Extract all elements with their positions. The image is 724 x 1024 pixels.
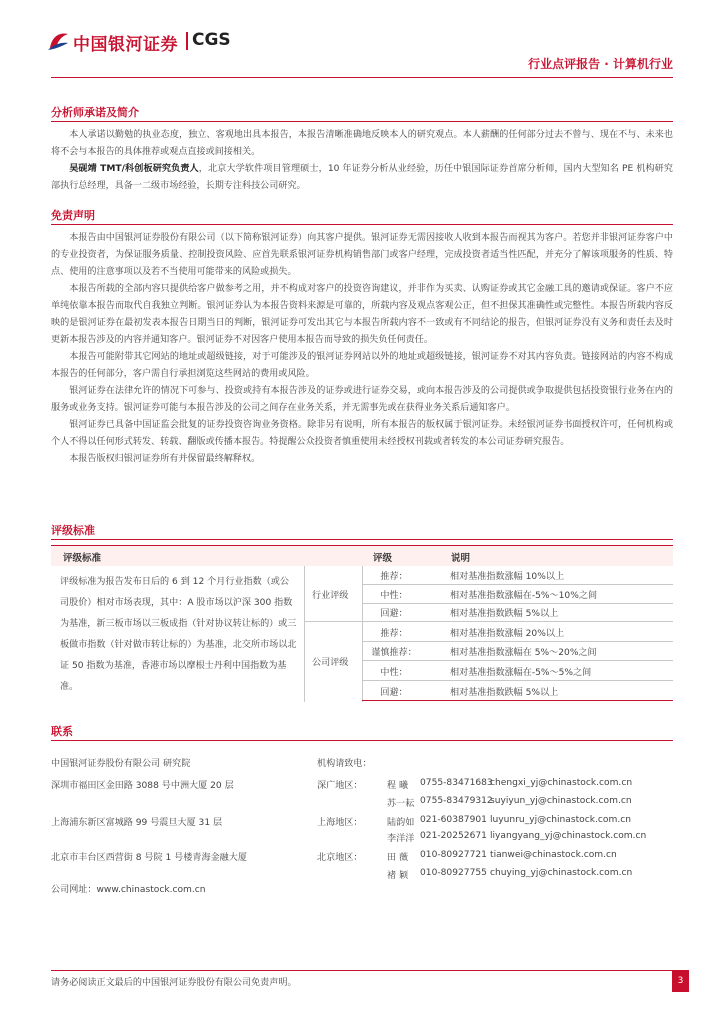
contact-name: 李洋洋 xyxy=(387,834,415,844)
contact-section-title: 联系 xyxy=(51,725,73,738)
rating-level: 推荐： xyxy=(380,572,408,582)
contact-email[interactable]: luyunru_yj@chinastock.com.cn xyxy=(490,815,631,825)
rating-section-title: 评级标准 xyxy=(51,524,95,537)
rating-level: 中性： xyxy=(380,591,408,601)
rating-level: 中性： xyxy=(380,668,408,678)
rating-row xyxy=(362,566,673,585)
region-label: 北京地区： xyxy=(317,853,363,863)
rating-section-line xyxy=(51,539,673,540)
rating-table-vline xyxy=(304,566,305,702)
analyst-name: 吴砚靖 TMT/科创板研究负责人 xyxy=(69,164,199,174)
disclaimer-paragraph: 本报告所载的全部内容只提供给客户做参考之用，并不构成对客户的投资咨询建议，并非作为买卖、认购证券或其它金融工具的邀请或保证。客户不应单纯依靠本报告而取代自我独立判断。银河证券认为本报告资料来源是可靠的，所载内容及观点客观公正，但不担保其准确性或完整性。本报告所载内容反映的是银河证券在最初发表本报告日期当日的判断，银河证券可发出其它与本报告所载内容不一致或有不同结论的报告，但银河证券没有义务和责任去及时更新本报告涉及的内容并通知客户。银河证券不对因客户使用本报告而导致的损失负任何责任。 xyxy=(51,284,673,345)
address-shenzhen: 深圳市福田区金田路 3088 号中洲大厦 20 层 xyxy=(51,781,234,791)
contact-phone: 010-80927721 xyxy=(420,850,487,860)
disclaimer-paragraph: 本报告可能附带其它网站的地址或超级链接，对于可能涉及的银河证券网站以外的地址或超级链接，银河证券不对其内容负责。链接网站的内容不构成本报告的任何部分，客户需自行承担浏览这些网站的费用或风险。 xyxy=(51,352,673,379)
rating-desc: 相对基准指数涨幅在-5%～5%之间 xyxy=(450,668,592,678)
contact-name: 程 曦 xyxy=(387,781,409,791)
address-shanghai: 上海浦东新区富城路 99 号震旦大厦 31 层 xyxy=(51,818,223,828)
rating-desc: 相对基准指数涨幅在 5%～20%之间 xyxy=(450,648,597,658)
contact-phone: 0755-83479312 xyxy=(420,796,493,806)
contact-email[interactable]: suyiyun_yj@chinastock.com.cn xyxy=(490,796,632,806)
disclaimer-section-body xyxy=(51,230,673,468)
rating-desc: 相对基准指数涨幅 20%以上 xyxy=(450,629,565,639)
company-name-cn: 中国银河证券 xyxy=(73,35,178,55)
report-type: 行业点评报告 · 计算机行业 xyxy=(528,57,673,71)
rating-row xyxy=(362,603,673,622)
rating-row xyxy=(362,642,673,661)
contact-email[interactable]: tianwei@chinastock.com.cn xyxy=(490,850,617,860)
analyst-bio: ，北京大学软件项目管理硕士，10 年证券分析从业经验，历任中银国际证券首席分析师，国内大型知名 PE 机构研究部执行总经理，具备一二级市场经验，长期专注科技公司研究。 xyxy=(51,164,673,191)
rating-row xyxy=(362,623,673,642)
rating-col-rating: 评级 xyxy=(373,553,393,564)
rating-level: 回避： xyxy=(380,609,408,619)
contact-name: 陆韵如 xyxy=(387,818,415,828)
rating-level: 谨慎推荐： xyxy=(371,648,417,658)
contact-phone: 021-20252671 xyxy=(420,831,487,841)
contact-phone: 010-80927755 xyxy=(420,868,487,878)
contact-name: 田 薇 xyxy=(387,853,409,863)
rating-desc: 相对基准指数涨幅在-5%～10%之间 xyxy=(450,591,598,601)
contact-phone: 021-60387901 xyxy=(420,815,487,825)
contact-company: 中国银河证券股份有限公司 研究院 xyxy=(51,759,191,769)
company-website[interactable]: 公司网址：www.chinastock.com.cn xyxy=(51,885,206,895)
region-label: 深广地区： xyxy=(317,781,363,791)
disclaimer-paragraph: 银河证券已具备中国证监会批复的证券投资咨询业务资格。除非另有说明，所有本报告的版权属于银河证券。未经银河证券书面授权许可，任何机构或个人不得以任何形式转发、转载、翻版或传播本报告。特提醒公众投资者慎重使用未经授权刊载或者转发的本公司证券研究报告。 xyxy=(51,420,673,447)
rating-row xyxy=(362,682,673,701)
rating-level: 推荐： xyxy=(380,629,408,639)
footer-divider xyxy=(51,970,673,971)
contact-section-line xyxy=(51,740,673,741)
contact-sales-label: 机构请致电： xyxy=(317,759,372,769)
rating-col-desc: 说明 xyxy=(451,553,471,564)
rating-table-header xyxy=(51,545,673,566)
footer-disclaimer-note: 请务必阅读正文最后的中国银河证券股份有限公司免责声明。 xyxy=(51,978,297,988)
analyst-section-line xyxy=(51,121,673,122)
logo-separator xyxy=(186,32,188,50)
page-number: 3 xyxy=(672,970,689,992)
rating-desc: 相对基准指数跌幅 5%以上 xyxy=(450,688,559,698)
contact-email[interactable]: chengxi_yj@chinastock.com.cn xyxy=(490,778,633,788)
disclaimer-section-title: 免责声明 xyxy=(51,209,95,222)
disclaimer-paragraph: 本报告由中国银河证券股份有限公司（以下简称银河证券）向其客户提供。银河证券无需因接收人收到本报告而视其为客户。若您并非银河证券客户中的专业投资者，为保证服务质量、控制投资风险、应首先联系银河证券机构销售部门或客户经理，完成投资者适当性匹配，并充分了解该项服务的性质、特点、使用的注意事项以及若不当使用可能带来的风险或损失。 xyxy=(51,233,673,277)
rating-col-standard: 评级标准 xyxy=(63,553,102,564)
company-name-en: CGS xyxy=(192,30,231,50)
contact-name: 褚 颖 xyxy=(387,871,409,881)
analyst-section-title: 分析师承诺及简介 xyxy=(51,106,139,119)
rating-desc: 相对基准指数跌幅 5%以上 xyxy=(450,609,559,619)
contact-email[interactable]: chuying_yj@chinastock.com.cn xyxy=(490,868,633,878)
header-divider xyxy=(51,77,673,78)
contact-phone: 0755-83471683 xyxy=(420,778,493,788)
contact-email[interactable]: liyangyang_yj@chinastock.com.cn xyxy=(490,831,647,841)
company-logo-icon xyxy=(46,30,70,52)
disclaimer-section-line xyxy=(51,224,673,225)
analyst-commitment-paragraph: 本人承诺以勤勉的执业态度，独立、客观地出具本报告，本报告清晰准确地反映本人的研究观点。本人薪酬的任何部分过去不曾与、现在不与、未来也将不会与本报告的具体推荐或观点直接或间接相关。 xyxy=(51,130,673,157)
rating-level: 回避： xyxy=(380,688,408,698)
contact-name: 苏一耘 xyxy=(387,799,415,809)
disclaimer-paragraph: 本报告版权归银河证券所有并保留最终解释权。 xyxy=(69,454,261,464)
rating-standard-description: 评级标准为报告发布日后的 6 到 12 个月行业指数（或公司股价）相对市场表现，其中：A 股市场以沪深 300 指数为基准，新三板市场以三板成指（针对协议转让标的）或三板做市指数（针对做市转让标的）为基准，北交所市场以北证 50 指数为基准，香港市场以摩根士丹利中国指数为基准。 xyxy=(60,577,297,692)
analyst-bio-paragraph xyxy=(51,161,673,195)
rating-desc: 相对基准指数涨幅 10%以上 xyxy=(450,572,565,582)
rating-row xyxy=(362,585,673,604)
disclaimer-paragraph: 银河证券在法律允许的情况下可参与、投资或持有本报告涉及的证券或进行证券交易，或向本报告涉及的公司提供或争取提供包括投资银行业务在内的服务或业务支持。银河证券可能与本报告涉及的公司之间存在业务关系，并无需事先或在获得业务关系后通知客户。 xyxy=(51,386,673,413)
address-beijing: 北京市丰台区西营街 8 号院 1 号楼青海金融大厦 xyxy=(51,853,247,863)
company-rating-label: 公司评级 xyxy=(312,658,349,668)
region-label: 上海地区： xyxy=(317,818,363,828)
industry-rating-label: 行业评级 xyxy=(312,591,349,601)
rating-row xyxy=(362,662,673,681)
analyst-section-body xyxy=(51,127,673,195)
